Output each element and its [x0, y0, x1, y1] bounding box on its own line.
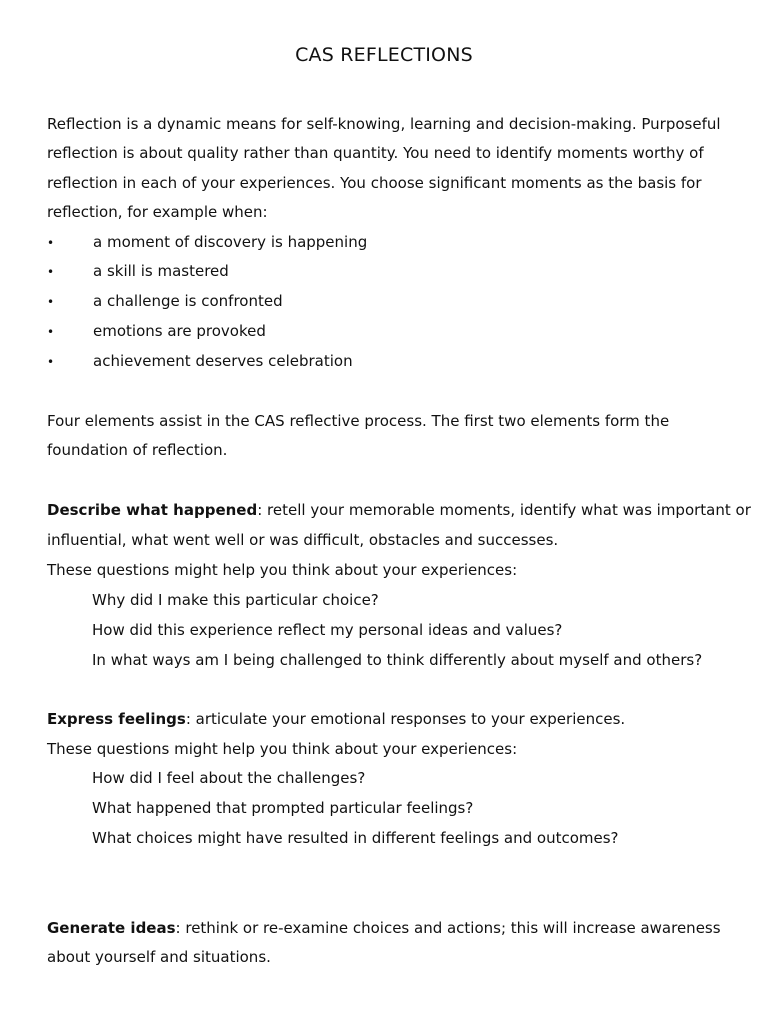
describe-line: [47, 500, 751, 520]
bullet-icon: •: [47, 295, 55, 309]
describe-heading: Describe what happened: [47, 501, 258, 519]
intro-line: reflection is about quality rather than quantity. You need to identify moments worthy of: [47, 144, 704, 162]
describe-prompt: These questions might help you think about your experiences:: [47, 561, 518, 579]
ideas-line: [47, 918, 721, 938]
feelings-line: [47, 709, 625, 729]
list-item: a moment of discovery is happening: [93, 233, 368, 251]
bullet-icon: •: [47, 236, 55, 250]
feelings-heading: Express feelings: [47, 710, 186, 728]
bullet-icon: •: [47, 355, 55, 369]
describe-line-2: influential, what went well or was difficult, obstacles and successes.: [47, 531, 559, 549]
list-item: a challenge is confronted: [93, 292, 283, 310]
elements-line: foundation of reflection.: [47, 441, 228, 459]
page-title: CAS REFLECTIONS: [295, 44, 473, 66]
ideas-heading: Generate ideas: [47, 919, 176, 937]
feelings-prompt: These questions might help you think about your experiences:: [47, 740, 518, 758]
bullet-icon: •: [47, 325, 55, 339]
describe-question: Why did I make this particular choice?: [92, 591, 379, 609]
feelings-text: : articulate your emotional responses to your experiences.: [185, 710, 626, 728]
list-item: emotions are provoked: [93, 322, 266, 340]
list-item: a skill is mastered: [93, 262, 229, 280]
describe-text: : retell your memorable moments, identify what was important or: [257, 501, 751, 519]
ideas-line-2: about yourself and situations.: [47, 948, 271, 966]
bullet-icon: •: [47, 265, 55, 279]
intro-line: reflection, for example when:: [47, 203, 268, 221]
ideas-text: : rethink or re-examine choices and actions; this will increase awareness: [175, 919, 721, 937]
intro-line: reflection in each of your experiences. You choose significant moments as the basis for: [47, 174, 702, 192]
feelings-question: What choices might have resulted in different feelings and outcomes?: [92, 829, 619, 847]
elements-line: Four elements assist in the CAS reflective process. The first two elements form the: [47, 412, 670, 430]
intro-line: Reflection is a dynamic means for self-knowing, learning and decision-making. Purposeful: [47, 115, 721, 133]
describe-question: In what ways am I being challenged to think differently about myself and others?: [92, 651, 703, 669]
describe-question: How did this experience reflect my personal ideas and values?: [92, 621, 563, 639]
list-item: achievement deserves celebration: [93, 352, 353, 370]
feelings-question: What happened that prompted particular feelings?: [92, 799, 474, 817]
feelings-question: How did I feel about the challenges?: [92, 769, 366, 787]
